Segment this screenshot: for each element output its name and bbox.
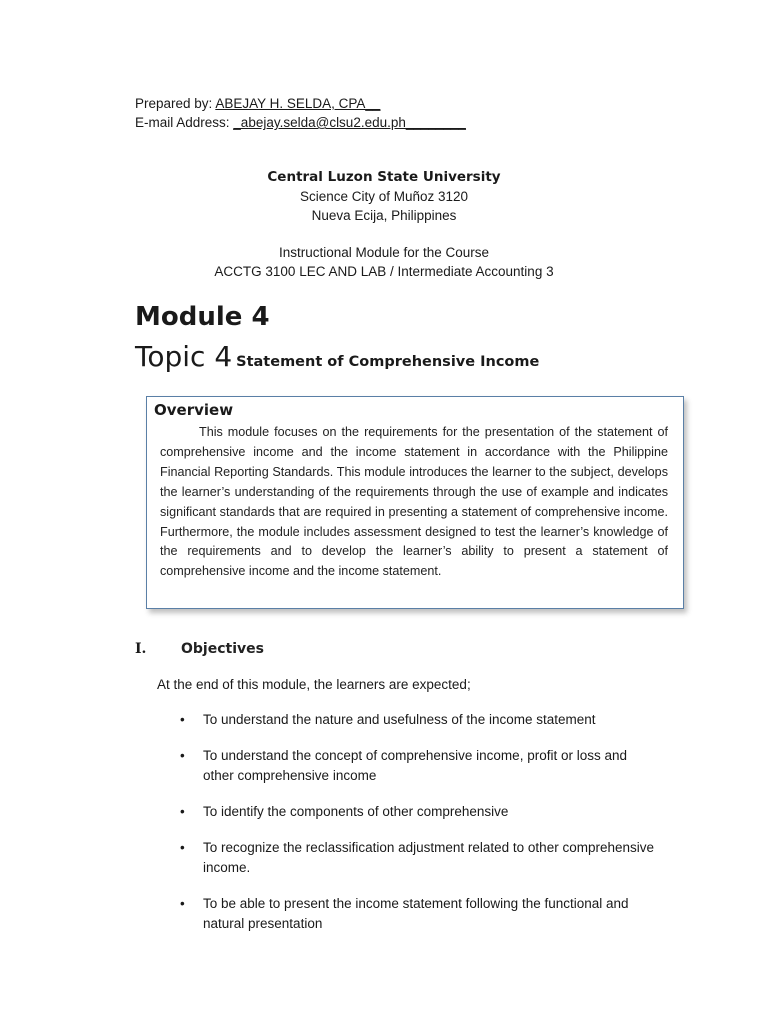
list-item [178,802,658,822]
email-label: E-mail Address: [135,115,234,130]
prepared-by-line [135,94,380,113]
objective-text: To understand the nature and usefulness of the income statement [203,712,596,727]
objectives-intro: At the end of this module, the learners are expected; [157,677,471,692]
email-line [135,113,466,132]
course-line2: ACCTG 3100 LEC AND LAB / Intermediate Accounting 3 [214,264,554,279]
objective-text: To identify the components of other comprehensive [203,804,509,819]
overview-body: This module focuses on the requirements for the presentation of the statement of comprehensive income and the income statement in accordance with the Philippine Financial Reporting Standards. This module introduces the learner to the subject, develops the learner’s understanding of the requirements through the use of example and indicates significant standards that are required in presenting a statement of comprehensive income. Furthermore, the module includes assessment designed to test the learner’s knowledge of the requirements and to develop the learner’s ability to present a statement of comprehensive income and the income statement. [160,425,668,579]
institution-address-line1: Science City of Muñoz 3120 [299,189,469,204]
overview-box [146,396,684,609]
topic-title: Statement of Comprehensive Income [236,354,540,370]
list-item [178,746,658,786]
objective-text: To understand the concept of comprehensive income, profit or loss and other comprehensive income [203,748,627,783]
bullet-icon: • [180,748,185,763]
prepared-by-label: Prepared by: [135,96,216,111]
bullet-icon: • [180,840,185,855]
course-line1: Instructional Module for the Course [278,245,490,260]
bullet-icon: • [180,804,185,819]
list-item [178,710,658,730]
objective-text: To be able to present the income statement following the functional and natural presentation [203,896,629,931]
email-value: _abejay.selda@clsu2.edu.ph________ [233,115,466,130]
objective-text: To recognize the reclassification adjustment related to other comprehensive income. [203,840,654,875]
overview-heading: Overview [154,401,234,419]
topic-heading [135,338,539,376]
institution-address-line2: Nueva Ecija, Philippines [311,208,457,223]
prepared-by-value: ABEJAY H. SELDA, CPA__ [215,96,381,111]
module-title: Module 4 [135,302,270,332]
list-item [178,894,658,934]
bullet-icon: • [180,712,185,727]
objectives-number: I. [135,641,147,657]
list-item [178,838,658,878]
institution-name: Central Luzon State University [267,169,501,185]
objectives-list [178,710,658,950]
topic-number: Topic 4 [135,340,233,373]
objectives-title: Objectives [181,641,264,657]
bullet-icon: • [180,896,185,911]
